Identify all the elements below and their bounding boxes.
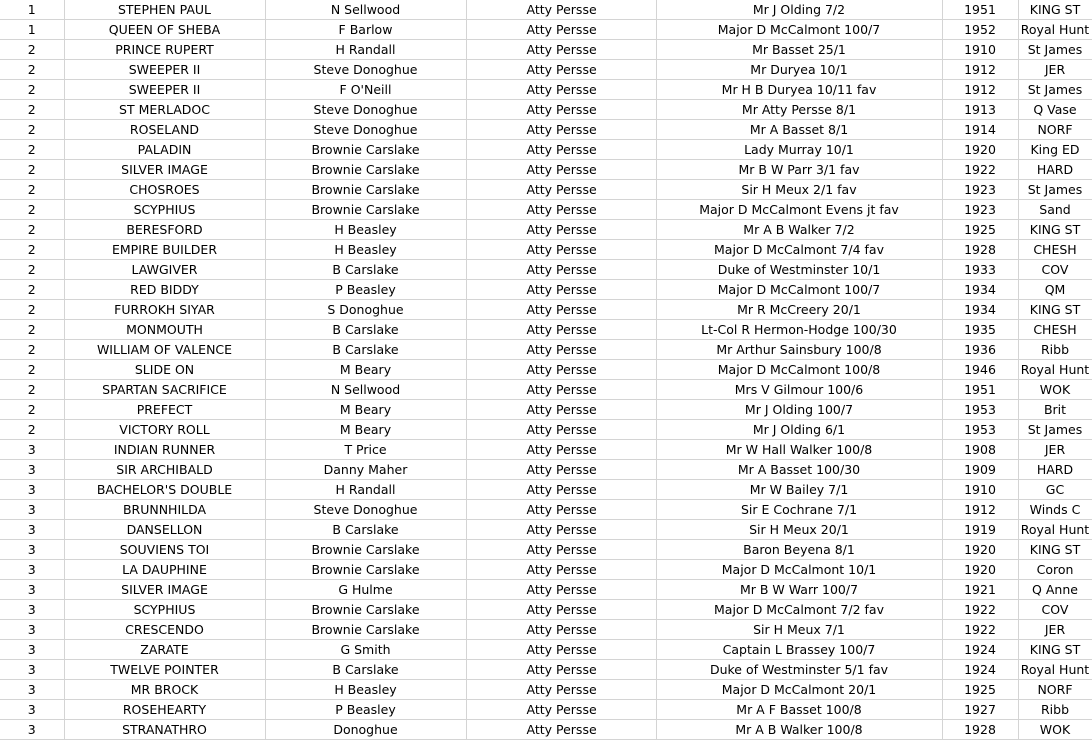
table-row <box>0 320 1092 340</box>
year-cell[interactable]: 1908 <box>942 440 1018 460</box>
year-cell[interactable]: 1912 <box>942 500 1018 520</box>
position-cell[interactable]: 2 <box>0 420 64 440</box>
race-cell[interactable]: Q Vase <box>1018 100 1092 120</box>
owner-odds-cell[interactable]: Duke of Westminster 5/1 fav <box>656 660 942 680</box>
position-cell[interactable]: 3 <box>0 560 64 580</box>
position-cell[interactable]: 1 <box>0 20 64 40</box>
position-cell[interactable]: 2 <box>0 260 64 280</box>
year-cell[interactable]: 1927 <box>942 700 1018 720</box>
table-row <box>0 380 1092 400</box>
trainer-cell[interactable]: Atty Persse <box>466 20 656 40</box>
year-cell[interactable]: 1946 <box>942 360 1018 380</box>
table-row <box>0 580 1092 600</box>
owner-odds-cell[interactable]: Sir H Meux 20/1 <box>656 520 942 540</box>
table-row <box>0 20 1092 40</box>
year-cell[interactable]: 1933 <box>942 260 1018 280</box>
jockey-cell[interactable]: Brownie Carslake <box>265 160 466 180</box>
trainer-cell[interactable]: Atty Persse <box>466 400 656 420</box>
jockey-cell[interactable]: H Beasley <box>265 220 466 240</box>
position-cell[interactable]: 2 <box>0 200 64 220</box>
position-cell[interactable]: 3 <box>0 700 64 720</box>
trainer-cell[interactable]: Atty Persse <box>466 520 656 540</box>
position-cell[interactable]: 3 <box>0 460 64 480</box>
table-row <box>0 480 1092 500</box>
owner-odds-cell[interactable]: Mr W Hall Walker 100/8 <box>656 440 942 460</box>
race-cell[interactable]: KING ST <box>1018 220 1092 240</box>
table-row <box>0 240 1092 260</box>
position-cell[interactable]: 2 <box>0 80 64 100</box>
year-cell[interactable]: 1912 <box>942 60 1018 80</box>
jockey-cell[interactable]: N Sellwood <box>265 0 466 20</box>
position-cell[interactable]: 2 <box>0 400 64 420</box>
race-cell[interactable]: KING ST <box>1018 300 1092 320</box>
horse-cell[interactable]: SCYPHIUS <box>64 200 265 220</box>
table-row <box>0 220 1092 240</box>
race-cell[interactable]: Ribb <box>1018 340 1092 360</box>
trainer-cell[interactable]: Atty Persse <box>466 700 656 720</box>
position-cell[interactable]: 2 <box>0 180 64 200</box>
jockey-cell[interactable]: Donoghue <box>265 720 466 740</box>
horse-cell[interactable]: BERESFORD <box>64 220 265 240</box>
table-row <box>0 700 1092 720</box>
horse-cell[interactable]: LAWGIVER <box>64 260 265 280</box>
trainer-cell[interactable]: Atty Persse <box>466 160 656 180</box>
table-row <box>0 620 1092 640</box>
race-cell[interactable]: JER <box>1018 440 1092 460</box>
owner-odds-cell[interactable]: Duke of Westminster 10/1 <box>656 260 942 280</box>
owner-odds-cell[interactable]: Mr Arthur Sainsbury 100/8 <box>656 340 942 360</box>
year-cell[interactable]: 1924 <box>942 660 1018 680</box>
owner-odds-cell[interactable]: Major D McCalmont 100/8 <box>656 360 942 380</box>
owner-odds-cell[interactable]: Major D McCalmont 20/1 <box>656 680 942 700</box>
year-cell[interactable]: 1922 <box>942 620 1018 640</box>
race-cell[interactable]: GC <box>1018 480 1092 500</box>
trainer-cell[interactable]: Atty Persse <box>466 460 656 480</box>
table-row <box>0 460 1092 480</box>
jockey-cell[interactable]: Brownie Carslake <box>265 540 466 560</box>
table-row <box>0 140 1092 160</box>
horse-cell[interactable]: DANSELLON <box>64 520 265 540</box>
owner-odds-cell[interactable]: Mr J Olding 6/1 <box>656 420 942 440</box>
year-cell[interactable]: 1920 <box>942 560 1018 580</box>
owner-odds-cell[interactable]: Mr W Bailey 7/1 <box>656 480 942 500</box>
table-row <box>0 0 1092 20</box>
race-cell[interactable]: NORF <box>1018 680 1092 700</box>
trainer-cell[interactable]: Atty Persse <box>466 720 656 740</box>
jockey-cell[interactable]: Steve Donoghue <box>265 100 466 120</box>
jockey-cell[interactable]: Steve Donoghue <box>265 500 466 520</box>
table-row <box>0 180 1092 200</box>
jockey-cell[interactable]: N Sellwood <box>265 380 466 400</box>
trainer-cell[interactable]: Atty Persse <box>466 120 656 140</box>
position-cell[interactable]: 2 <box>0 360 64 380</box>
jockey-cell[interactable]: Steve Donoghue <box>265 120 466 140</box>
horse-cell[interactable]: SILVER IMAGE <box>64 580 265 600</box>
year-cell[interactable]: 1909 <box>942 460 1018 480</box>
year-cell[interactable]: 1919 <box>942 520 1018 540</box>
table-row <box>0 720 1092 740</box>
year-cell[interactable]: 1923 <box>942 200 1018 220</box>
table-row <box>0 300 1092 320</box>
position-cell[interactable]: 3 <box>0 500 64 520</box>
year-cell[interactable]: 1952 <box>942 20 1018 40</box>
horse-cell[interactable]: CHOSROES <box>64 180 265 200</box>
jockey-cell[interactable]: P Beasley <box>265 280 466 300</box>
jockey-cell[interactable]: T Price <box>265 440 466 460</box>
position-cell[interactable]: 3 <box>0 480 64 500</box>
year-cell[interactable]: 1953 <box>942 420 1018 440</box>
owner-odds-cell[interactable]: Major D McCalmont 100/7 <box>656 280 942 300</box>
table-row <box>0 660 1092 680</box>
year-cell[interactable]: 1934 <box>942 280 1018 300</box>
jockey-cell[interactable]: Brownie Carslake <box>265 140 466 160</box>
year-cell[interactable]: 1920 <box>942 140 1018 160</box>
owner-odds-cell[interactable]: Mr A B Walker 100/8 <box>656 720 942 740</box>
race-cell[interactable]: HARD <box>1018 460 1092 480</box>
horse-cell[interactable]: SWEEPER II <box>64 80 265 100</box>
race-cell[interactable]: Royal Hunt <box>1018 520 1092 540</box>
table-row <box>0 260 1092 280</box>
table-row <box>0 200 1092 220</box>
horse-cell[interactable]: SCYPHIUS <box>64 600 265 620</box>
position-cell[interactable]: 2 <box>0 160 64 180</box>
year-cell[interactable]: 1934 <box>942 300 1018 320</box>
position-cell[interactable]: 2 <box>0 320 64 340</box>
owner-odds-cell[interactable]: Lt-Col R Hermon-Hodge 100/30 <box>656 320 942 340</box>
horse-cell[interactable]: SLIDE ON <box>64 360 265 380</box>
year-cell[interactable]: 1935 <box>942 320 1018 340</box>
year-cell[interactable]: 1922 <box>942 160 1018 180</box>
table-row <box>0 500 1092 520</box>
horse-cell[interactable]: STRANATHRO <box>64 720 265 740</box>
trainer-cell[interactable]: Atty Persse <box>466 60 656 80</box>
race-cell[interactable]: Q Anne <box>1018 580 1092 600</box>
year-cell[interactable]: 1923 <box>942 180 1018 200</box>
horse-cell[interactable]: RED BIDDY <box>64 280 265 300</box>
owner-odds-cell[interactable]: Baron Beyena 8/1 <box>656 540 942 560</box>
owner-odds-cell[interactable]: Mr Atty Persse 8/1 <box>656 100 942 120</box>
race-cell[interactable]: King ED <box>1018 140 1092 160</box>
position-cell[interactable]: 3 <box>0 720 64 740</box>
year-cell[interactable]: 1922 <box>942 600 1018 620</box>
race-cell[interactable]: HARD <box>1018 160 1092 180</box>
year-cell[interactable]: 1928 <box>942 240 1018 260</box>
horse-cell[interactable]: SPARTAN SACRIFICE <box>64 380 265 400</box>
jockey-cell[interactable]: Brownie Carslake <box>265 560 466 580</box>
owner-odds-cell[interactable]: Mr A Basset 8/1 <box>656 120 942 140</box>
owner-odds-cell[interactable]: Sir H Meux 7/1 <box>656 620 942 640</box>
position-cell[interactable]: 2 <box>0 100 64 120</box>
table-row <box>0 80 1092 100</box>
owner-odds-cell[interactable]: Mr B W Parr 3/1 fav <box>656 160 942 180</box>
position-cell[interactable]: 3 <box>0 600 64 620</box>
owner-odds-cell[interactable]: Major D McCalmont 7/4 fav <box>656 240 942 260</box>
trainer-cell[interactable]: Atty Persse <box>466 300 656 320</box>
year-cell[interactable]: 1912 <box>942 80 1018 100</box>
owner-odds-cell[interactable]: Mr A F Basset 100/8 <box>656 700 942 720</box>
position-cell[interactable]: 2 <box>0 120 64 140</box>
owner-odds-cell[interactable]: Major D McCalmont Evens jt fav <box>656 200 942 220</box>
race-cell[interactable]: St James <box>1018 180 1092 200</box>
position-cell[interactable]: 3 <box>0 640 64 660</box>
year-cell[interactable]: 1925 <box>942 680 1018 700</box>
horse-cell[interactable]: MR BROCK <box>64 680 265 700</box>
year-cell[interactable]: 1928 <box>942 720 1018 740</box>
table-row <box>0 640 1092 660</box>
table-row <box>0 600 1092 620</box>
race-cell[interactable]: WOK <box>1018 720 1092 740</box>
jockey-cell[interactable]: B Carslake <box>265 660 466 680</box>
owner-odds-cell[interactable]: Mr A Basset 100/30 <box>656 460 942 480</box>
position-cell[interactable]: 2 <box>0 140 64 160</box>
trainer-cell[interactable]: Atty Persse <box>466 480 656 500</box>
table-row <box>0 40 1092 60</box>
owner-odds-cell[interactable]: Mr H B Duryea 10/11 fav <box>656 80 942 100</box>
year-cell[interactable]: 1924 <box>942 640 1018 660</box>
jockey-cell[interactable]: H Beasley <box>265 240 466 260</box>
race-cell[interactable]: Royal Hunt <box>1018 660 1092 680</box>
trainer-cell[interactable]: Atty Persse <box>466 180 656 200</box>
race-cell[interactable]: NORF <box>1018 120 1092 140</box>
year-cell[interactable]: 1914 <box>942 120 1018 140</box>
trainer-cell[interactable]: Atty Persse <box>466 40 656 60</box>
year-cell[interactable]: 1920 <box>942 540 1018 560</box>
year-cell[interactable]: 1953 <box>942 400 1018 420</box>
race-cell[interactable]: JER <box>1018 620 1092 640</box>
horse-cell[interactable]: CRESCENDO <box>64 620 265 640</box>
position-cell[interactable]: 3 <box>0 680 64 700</box>
jockey-cell[interactable]: F O'Neill <box>265 80 466 100</box>
race-cell[interactable]: COV <box>1018 260 1092 280</box>
owner-odds-cell[interactable]: Sir H Meux 2/1 fav <box>656 180 942 200</box>
owner-odds-cell[interactable]: Major D McCalmont 100/7 <box>656 20 942 40</box>
table-row <box>0 440 1092 460</box>
trainer-cell[interactable]: Atty Persse <box>466 500 656 520</box>
race-cell[interactable]: St James <box>1018 40 1092 60</box>
position-cell[interactable]: 2 <box>0 300 64 320</box>
horse-cell[interactable]: SOUVIENS TOI <box>64 540 265 560</box>
horse-cell[interactable]: SWEEPER II <box>64 60 265 80</box>
race-cell[interactable]: Winds C <box>1018 500 1092 520</box>
race-cell[interactable]: WOK <box>1018 380 1092 400</box>
year-cell[interactable]: 1951 <box>942 0 1018 20</box>
table-row <box>0 420 1092 440</box>
jockey-cell[interactable]: B Carslake <box>265 320 466 340</box>
position-cell[interactable]: 2 <box>0 40 64 60</box>
table-row <box>0 360 1092 380</box>
horse-cell[interactable]: MONMOUTH <box>64 320 265 340</box>
jockey-cell[interactable]: Steve Donoghue <box>265 60 466 80</box>
table-row <box>0 100 1092 120</box>
horse-cell[interactable]: EMPIRE BUILDER <box>64 240 265 260</box>
horse-cell[interactable]: ROSELAND <box>64 120 265 140</box>
race-cell[interactable]: JER <box>1018 60 1092 80</box>
position-cell[interactable]: 3 <box>0 660 64 680</box>
race-cell[interactable]: KING ST <box>1018 640 1092 660</box>
trainer-cell[interactable]: Atty Persse <box>466 640 656 660</box>
owner-odds-cell[interactable]: Mr Basset 25/1 <box>656 40 942 60</box>
race-cell[interactable]: KING ST <box>1018 540 1092 560</box>
position-cell[interactable]: 2 <box>0 340 64 360</box>
trainer-cell[interactable]: Atty Persse <box>466 280 656 300</box>
race-cell[interactable]: St James <box>1018 80 1092 100</box>
year-cell[interactable]: 1921 <box>942 580 1018 600</box>
position-cell[interactable]: 2 <box>0 380 64 400</box>
jockey-cell[interactable]: Brownie Carslake <box>265 600 466 620</box>
horse-cell[interactable]: ZARATE <box>64 640 265 660</box>
trainer-cell[interactable]: Atty Persse <box>466 600 656 620</box>
table-row <box>0 680 1092 700</box>
position-cell[interactable]: 3 <box>0 620 64 640</box>
jockey-cell[interactable]: H Randall <box>265 40 466 60</box>
position-cell[interactable]: 1 <box>0 0 64 20</box>
trainer-cell[interactable]: Atty Persse <box>466 420 656 440</box>
horse-cell[interactable]: SIR ARCHIBALD <box>64 460 265 480</box>
horse-cell[interactable]: ST MERLADOC <box>64 100 265 120</box>
trainer-cell[interactable]: Atty Persse <box>466 380 656 400</box>
horse-cell[interactable]: FURROKH SIYAR <box>64 300 265 320</box>
owner-odds-cell[interactable]: Mr J Olding 7/2 <box>656 0 942 20</box>
jockey-cell[interactable]: M Beary <box>265 360 466 380</box>
trainer-cell[interactable]: Atty Persse <box>466 240 656 260</box>
trainer-cell[interactable]: Atty Persse <box>466 660 656 680</box>
owner-odds-cell[interactable]: Mr Duryea 10/1 <box>656 60 942 80</box>
owner-odds-cell[interactable]: Mr B W Warr 100/7 <box>656 580 942 600</box>
race-cell[interactable]: Coron <box>1018 560 1092 580</box>
owner-odds-cell[interactable]: Mr J Olding 100/7 <box>656 400 942 420</box>
horse-cell[interactable]: ROSEHEARTY <box>64 700 265 720</box>
horse-cell[interactable]: BACHELOR'S DOUBLE <box>64 480 265 500</box>
horse-cell[interactable]: PALADIN <box>64 140 265 160</box>
year-cell[interactable]: 1936 <box>942 340 1018 360</box>
jockey-cell[interactable]: Danny Maher <box>265 460 466 480</box>
table-row <box>0 280 1092 300</box>
table-row <box>0 540 1092 560</box>
jockey-cell[interactable]: P Beasley <box>265 700 466 720</box>
position-cell[interactable]: 3 <box>0 540 64 560</box>
race-cell[interactable]: Sand <box>1018 200 1092 220</box>
table-row <box>0 340 1092 360</box>
race-cell[interactable]: CHESH <box>1018 320 1092 340</box>
trainer-cell[interactable]: Atty Persse <box>466 560 656 580</box>
trainer-cell[interactable]: Atty Persse <box>466 320 656 340</box>
race-cell[interactable]: Brit <box>1018 400 1092 420</box>
position-cell[interactable]: 3 <box>0 440 64 460</box>
horse-cell[interactable]: LA DAUPHINE <box>64 560 265 580</box>
position-cell[interactable]: 2 <box>0 240 64 260</box>
jockey-cell[interactable]: F Barlow <box>265 20 466 40</box>
trainer-cell[interactable]: Atty Persse <box>466 540 656 560</box>
trainer-cell[interactable]: Atty Persse <box>466 360 656 380</box>
jockey-cell[interactable]: H Randall <box>265 480 466 500</box>
race-cell[interactable]: COV <box>1018 600 1092 620</box>
horse-cell[interactable]: QUEEN OF SHEBA <box>64 20 265 40</box>
race-cell[interactable]: CHESH <box>1018 240 1092 260</box>
position-cell[interactable]: 2 <box>0 220 64 240</box>
year-cell[interactable]: 1913 <box>942 100 1018 120</box>
trainer-cell[interactable]: Atty Persse <box>466 100 656 120</box>
horse-cell[interactable]: PREFECT <box>64 400 265 420</box>
jockey-cell[interactable]: B Carslake <box>265 520 466 540</box>
trainer-cell[interactable]: Atty Persse <box>466 620 656 640</box>
jockey-cell[interactable]: S Donoghue <box>265 300 466 320</box>
owner-odds-cell[interactable]: Major D McCalmont 7/2 fav <box>656 600 942 620</box>
position-cell[interactable]: 2 <box>0 280 64 300</box>
year-cell[interactable]: 1910 <box>942 40 1018 60</box>
horse-cell[interactable]: STEPHEN PAUL <box>64 0 265 20</box>
jockey-cell[interactable]: M Beary <box>265 400 466 420</box>
trainer-cell[interactable]: Atty Persse <box>466 200 656 220</box>
jockey-cell[interactable]: B Carslake <box>265 260 466 280</box>
table-row <box>0 400 1092 420</box>
year-cell[interactable]: 1925 <box>942 220 1018 240</box>
race-cell[interactable]: QM <box>1018 280 1092 300</box>
table-row <box>0 560 1092 580</box>
horse-cell[interactable]: PRINCE RUPERT <box>64 40 265 60</box>
table-row <box>0 520 1092 540</box>
race-cell[interactable]: St James <box>1018 420 1092 440</box>
trainer-cell[interactable]: Atty Persse <box>466 440 656 460</box>
trainer-cell[interactable]: Atty Persse <box>466 680 656 700</box>
jockey-cell[interactable]: H Beasley <box>265 680 466 700</box>
trainer-cell[interactable]: Atty Persse <box>466 0 656 20</box>
trainer-cell[interactable]: Atty Persse <box>466 260 656 280</box>
table-row <box>0 120 1092 140</box>
owner-odds-cell[interactable]: Mr R McCreery 20/1 <box>656 300 942 320</box>
jockey-cell[interactable]: Brownie Carslake <box>265 620 466 640</box>
trainer-cell[interactable]: Atty Persse <box>466 340 656 360</box>
race-cell[interactable]: Royal Hunt <box>1018 20 1092 40</box>
table-row <box>0 160 1092 180</box>
owner-odds-cell[interactable]: Major D McCalmont 10/1 <box>656 560 942 580</box>
owner-odds-cell[interactable]: Captain L Brassey 100/7 <box>656 640 942 660</box>
race-cell[interactable]: KING ST <box>1018 0 1092 20</box>
horse-cell[interactable]: VICTORY ROLL <box>64 420 265 440</box>
owner-odds-cell[interactable]: Lady Murray 10/1 <box>656 140 942 160</box>
jockey-cell[interactable]: M Beary <box>265 420 466 440</box>
owner-odds-cell[interactable]: Mrs V Gilmour 100/6 <box>656 380 942 400</box>
horse-cell[interactable]: SILVER IMAGE <box>64 160 265 180</box>
horse-cell[interactable]: TWELVE POINTER <box>64 660 265 680</box>
trainer-cell[interactable]: Atty Persse <box>466 140 656 160</box>
position-cell[interactable]: 3 <box>0 520 64 540</box>
horse-cell[interactable]: INDIAN RUNNER <box>64 440 265 460</box>
jockey-cell[interactable]: G Smith <box>265 640 466 660</box>
jockey-cell[interactable]: B Carslake <box>265 340 466 360</box>
race-cell[interactable]: Ribb <box>1018 700 1092 720</box>
jockey-cell[interactable]: G Hulme <box>265 580 466 600</box>
trainer-cell[interactable]: Atty Persse <box>466 220 656 240</box>
horse-cell[interactable]: WILLIAM OF VALENCE <box>64 340 265 360</box>
year-cell[interactable]: 1951 <box>942 380 1018 400</box>
table-row <box>0 60 1092 80</box>
horse-cell[interactable]: BRUNNHILDA <box>64 500 265 520</box>
position-cell[interactable]: 2 <box>0 60 64 80</box>
jockey-cell[interactable]: Brownie Carslake <box>265 200 466 220</box>
year-cell[interactable]: 1910 <box>942 480 1018 500</box>
trainer-cell[interactable]: Atty Persse <box>466 80 656 100</box>
trainer-cell[interactable]: Atty Persse <box>466 580 656 600</box>
jockey-cell[interactable]: Brownie Carslake <box>265 180 466 200</box>
position-cell[interactable]: 3 <box>0 580 64 600</box>
owner-odds-cell[interactable]: Sir E Cochrane 7/1 <box>656 500 942 520</box>
owner-odds-cell[interactable]: Mr A B Walker 7/2 <box>656 220 942 240</box>
race-cell[interactable]: Royal Hunt <box>1018 360 1092 380</box>
